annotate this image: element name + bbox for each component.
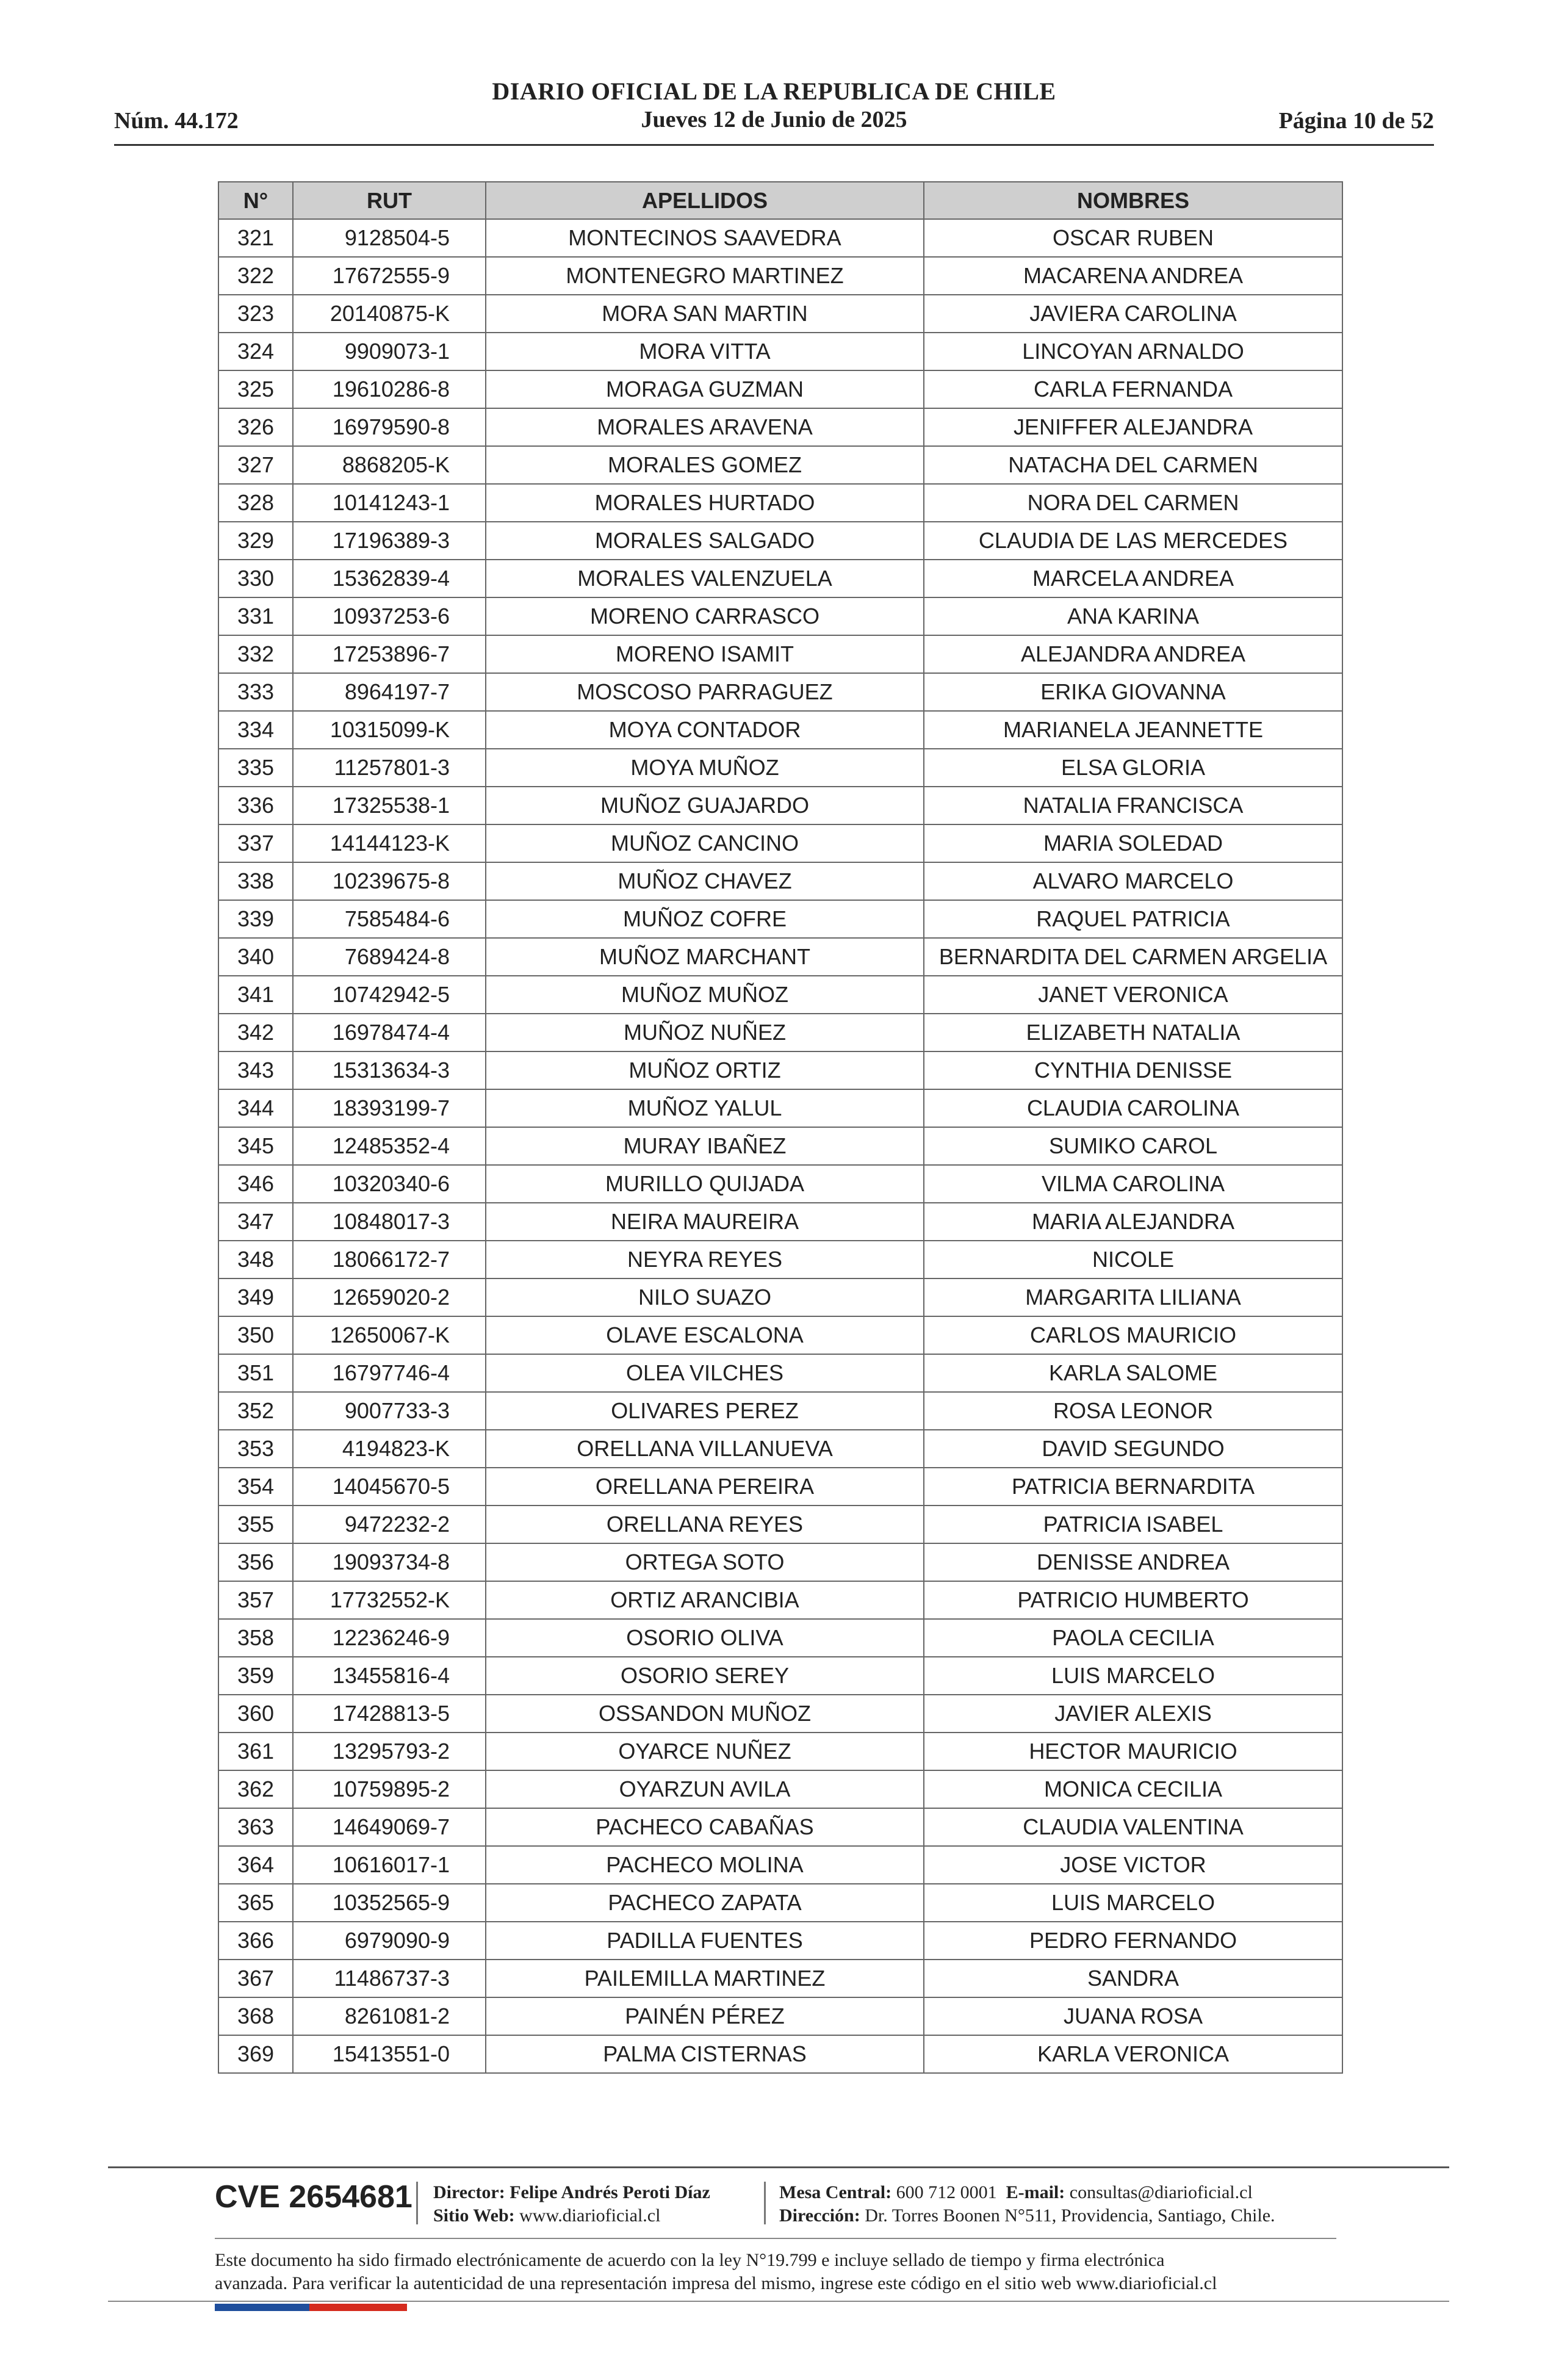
cell-nombres: SUMIKO CAROL <box>924 1127 1342 1165</box>
cell-number: 359 <box>218 1657 293 1695</box>
cell-rut: 13455816-4 <box>293 1657 486 1695</box>
director-label: Director: <box>433 2182 505 2202</box>
cell-rut: 10848017-3 <box>293 1203 486 1241</box>
cell-nombres: ERIKA GIOVANNA <box>924 673 1342 711</box>
cell-rut: 11257801-3 <box>293 749 486 787</box>
cell-rut: 18393199-7 <box>293 1089 486 1127</box>
table-row <box>218 2035 1342 2073</box>
cell-nombres: CARLOS MAURICIO <box>924 1316 1342 1354</box>
newspaper-title: DIARIO OFICIAL DE LA REPUBLICA DE CHILE <box>492 78 1056 105</box>
cell-rut: 8868205-K <box>293 446 486 484</box>
cell-apellidos: MOYA CONTADOR <box>486 711 924 749</box>
cell-apellidos: OSORIO SEREY <box>486 1657 924 1695</box>
table-row <box>218 1316 1342 1354</box>
website-link[interactable]: www.diarioficial.cl <box>519 2205 661 2226</box>
cell-nombres: JUANA ROSA <box>924 1997 1342 2035</box>
page-number: Página 10 de 52 <box>1278 108 1434 134</box>
cell-number: 327 <box>218 446 293 484</box>
cell-apellidos: PACHECO CABAÑAS <box>486 1808 924 1846</box>
cell-nombres: ANA KARINA <box>924 597 1342 635</box>
cell-nombres: MARGARITA LILIANA <box>924 1278 1342 1316</box>
cell-apellidos: OSSANDON MUÑOZ <box>486 1695 924 1733</box>
cell-number: 362 <box>218 1770 293 1808</box>
cve-code: CVE 2654681 <box>215 2179 412 2215</box>
cell-number: 367 <box>218 1960 293 1997</box>
cell-rut: 12485352-4 <box>293 1127 486 1165</box>
cell-rut: 18066172-7 <box>293 1241 486 1278</box>
table-row <box>218 257 1342 295</box>
table-row <box>218 295 1342 333</box>
cell-rut: 9909073-1 <box>293 333 486 370</box>
cell-nombres: OSCAR RUBEN <box>924 219 1342 257</box>
table-row <box>218 1430 1342 1468</box>
column-header-rut: RUT <box>293 182 486 219</box>
cell-apellidos: PALMA CISTERNAS <box>486 2035 924 2073</box>
table-row <box>218 711 1342 749</box>
cell-apellidos: OLIVARES PEREZ <box>486 1392 924 1430</box>
cell-rut: 7689424-8 <box>293 938 486 976</box>
cell-rut: 12236246-9 <box>293 1619 486 1657</box>
cell-number: 355 <box>218 1506 293 1543</box>
cell-number: 336 <box>218 787 293 824</box>
column-header-nombres: NOMBRES <box>924 182 1342 219</box>
cell-rut: 17428813-5 <box>293 1695 486 1733</box>
cell-apellidos: MURAY IBAÑEZ <box>486 1127 924 1165</box>
cell-number: 325 <box>218 370 293 408</box>
cell-number: 366 <box>218 1922 293 1960</box>
cell-nombres: PATRICIA ISABEL <box>924 1506 1342 1543</box>
cell-nombres: CLAUDIA DE LAS MERCEDES <box>924 522 1342 560</box>
cell-number: 329 <box>218 522 293 560</box>
table-row <box>218 1808 1342 1846</box>
flag-stripe-blue <box>215 2304 309 2311</box>
table-row <box>218 408 1342 446</box>
cell-nombres: KARLA SALOME <box>924 1354 1342 1392</box>
cell-number: 321 <box>218 219 293 257</box>
cell-nombres: MARIANELA JEANNETTE <box>924 711 1342 749</box>
cell-nombres: NATACHA DEL CARMEN <box>924 446 1342 484</box>
cell-apellidos: PAILEMILLA MARTINEZ <box>486 1960 924 1997</box>
cell-rut: 10616017-1 <box>293 1846 486 1884</box>
address-value: Dr. Torres Boonen N°511, Providencia, Santiago, Chile. <box>865 2205 1275 2226</box>
footer-separator <box>416 2182 418 2224</box>
footer-divider-bottom <box>108 2301 1449 2302</box>
cell-number: 345 <box>218 1127 293 1165</box>
cell-number: 339 <box>218 900 293 938</box>
cell-number: 332 <box>218 635 293 673</box>
column-header-number: N° <box>218 182 293 219</box>
website-label: Sitio Web: <box>433 2205 515 2226</box>
table-row <box>218 1241 1342 1278</box>
table-row <box>218 976 1342 1014</box>
cell-number: 342 <box>218 1014 293 1051</box>
table-header-row <box>218 182 1342 219</box>
cell-apellidos: MUÑOZ NUÑEZ <box>486 1014 924 1051</box>
cell-nombres: JANET VERONICA <box>924 976 1342 1014</box>
cell-apellidos: PACHECO MOLINA <box>486 1846 924 1884</box>
cell-apellidos: OYARZUN AVILA <box>486 1770 924 1808</box>
cell-rut: 17253896-7 <box>293 635 486 673</box>
cell-apellidos: MUÑOZ GUAJARDO <box>486 787 924 824</box>
cell-rut: 10352565-9 <box>293 1884 486 1922</box>
table-row <box>218 1278 1342 1316</box>
cell-number: 352 <box>218 1392 293 1430</box>
cell-apellidos: MORENO CARRASCO <box>486 597 924 635</box>
cell-apellidos: MUÑOZ CHAVEZ <box>486 862 924 900</box>
cell-apellidos: MORAGA GUZMAN <box>486 370 924 408</box>
cell-apellidos: MUÑOZ ORTIZ <box>486 1051 924 1089</box>
legal-line: avanzada. Para verificar la autenticidad de una representación impresa del mismo, ingrese este código en el sitio web www.diarioficial.cl <box>215 2273 1217 2293</box>
table-row <box>218 862 1342 900</box>
cell-number: 331 <box>218 597 293 635</box>
table-row <box>218 787 1342 824</box>
cell-rut: 17196389-3 <box>293 522 486 560</box>
cell-number: 349 <box>218 1278 293 1316</box>
cell-apellidos: MUÑOZ MARCHANT <box>486 938 924 976</box>
legal-notice <box>215 2249 1374 2295</box>
cell-number: 328 <box>218 484 293 522</box>
cell-number: 354 <box>218 1468 293 1506</box>
cell-apellidos: ORTEGA SOTO <box>486 1543 924 1581</box>
cell-nombres: SANDRA <box>924 1960 1342 1997</box>
director-info <box>433 2181 710 2227</box>
cell-nombres: ALEJANDRA ANDREA <box>924 635 1342 673</box>
table-row <box>218 938 1342 976</box>
cell-number: 368 <box>218 1997 293 2035</box>
cell-apellidos: OYARCE NUÑEZ <box>486 1733 924 1770</box>
table-row <box>218 1543 1342 1581</box>
table-row <box>218 1733 1342 1770</box>
column-header-apellidos: APELLIDOS <box>486 182 924 219</box>
cell-rut: 10742942-5 <box>293 976 486 1014</box>
cell-number: 348 <box>218 1241 293 1278</box>
cell-number: 337 <box>218 824 293 862</box>
cell-nombres: VILMA CAROLINA <box>924 1165 1342 1203</box>
address-label: Dirección: <box>779 2205 860 2226</box>
table-row <box>218 219 1342 257</box>
table-row <box>218 1468 1342 1506</box>
cell-rut: 10315099-K <box>293 711 486 749</box>
cell-rut: 16797746-4 <box>293 1354 486 1392</box>
table-row <box>218 749 1342 787</box>
table-body <box>218 219 1342 2073</box>
table-row <box>218 635 1342 673</box>
cell-rut: 9128504-5 <box>293 219 486 257</box>
cell-apellidos: MORA SAN MARTIN <box>486 295 924 333</box>
cell-rut: 17325538-1 <box>293 787 486 824</box>
cell-rut: 6979090-9 <box>293 1922 486 1960</box>
cell-apellidos: ORELLANA REYES <box>486 1506 924 1543</box>
cell-rut: 7585484-6 <box>293 900 486 938</box>
contact-info <box>779 2181 1275 2227</box>
cell-rut: 4194823-K <box>293 1430 486 1468</box>
table-row <box>218 1695 1342 1733</box>
flag-stripe-red <box>309 2304 407 2311</box>
cell-number: 360 <box>218 1695 293 1733</box>
table-row <box>218 1165 1342 1203</box>
cell-rut: 14045670-5 <box>293 1468 486 1506</box>
cell-number: 324 <box>218 333 293 370</box>
cell-rut: 15313634-3 <box>293 1051 486 1089</box>
table-row <box>218 673 1342 711</box>
cell-rut: 20140875-K <box>293 295 486 333</box>
cell-number: 335 <box>218 749 293 787</box>
cell-nombres: PAOLA CECILIA <box>924 1619 1342 1657</box>
cell-nombres: PATRICIO HUMBERTO <box>924 1581 1342 1619</box>
table-row <box>218 1770 1342 1808</box>
cell-nombres: ELIZABETH NATALIA <box>924 1014 1342 1051</box>
cell-apellidos: NILO SUAZO <box>486 1278 924 1316</box>
table-row <box>218 1922 1342 1960</box>
email-link[interactable]: consultas@diarioficial.cl <box>1069 2182 1253 2202</box>
cell-number: 323 <box>218 295 293 333</box>
cell-number: 343 <box>218 1051 293 1089</box>
cell-apellidos: PADILLA FUENTES <box>486 1922 924 1960</box>
cell-nombres: MARIA SOLEDAD <box>924 824 1342 862</box>
footer-divider-top <box>108 2166 1449 2168</box>
cell-number: 364 <box>218 1846 293 1884</box>
cell-apellidos: MORALES ARAVENA <box>486 408 924 446</box>
cell-nombres: MACARENA ANDREA <box>924 257 1342 295</box>
cell-nombres: NATALIA FRANCISCA <box>924 787 1342 824</box>
cell-number: 334 <box>218 711 293 749</box>
cell-rut: 15413551-0 <box>293 2035 486 2073</box>
cell-rut: 17732552-K <box>293 1581 486 1619</box>
cell-apellidos: MUÑOZ COFRE <box>486 900 924 938</box>
appointees-table <box>218 181 1343 2074</box>
cell-number: 330 <box>218 560 293 597</box>
cell-nombres: RAQUEL PATRICIA <box>924 900 1342 938</box>
cell-rut: 11486737-3 <box>293 1960 486 1997</box>
table-row <box>218 1846 1342 1884</box>
table-row <box>218 522 1342 560</box>
director-name: Felipe Andrés Peroti Díaz <box>510 2182 710 2202</box>
cell-rut: 12659020-2 <box>293 1278 486 1316</box>
cell-number: 356 <box>218 1543 293 1581</box>
cell-number: 326 <box>218 408 293 446</box>
table-row <box>218 484 1342 522</box>
table-row <box>218 1997 1342 2035</box>
cell-number: 361 <box>218 1733 293 1770</box>
mesa-phone: 600 712 0001 <box>896 2182 997 2202</box>
cell-apellidos: MOYA MUÑOZ <box>486 749 924 787</box>
cell-apellidos: MOSCOSO PARRAGUEZ <box>486 673 924 711</box>
cell-nombres: MONICA CECILIA <box>924 1770 1342 1808</box>
table-row <box>218 1884 1342 1922</box>
cell-number: 322 <box>218 257 293 295</box>
cell-nombres: CYNTHIA DENISSE <box>924 1051 1342 1089</box>
table-row <box>218 597 1342 635</box>
table-row <box>218 1657 1342 1695</box>
cell-nombres: PEDRO FERNANDO <box>924 1922 1342 1960</box>
table-row <box>218 333 1342 370</box>
footer-divider <box>215 2238 1336 2239</box>
cell-rut: 8261081-2 <box>293 1997 486 2035</box>
cell-number: 353 <box>218 1430 293 1468</box>
cell-apellidos: ORELLANA VILLANUEVA <box>486 1430 924 1468</box>
cell-nombres: DENISSE ANDREA <box>924 1543 1342 1581</box>
cell-rut: 10239675-8 <box>293 862 486 900</box>
cell-number: 333 <box>218 673 293 711</box>
cell-number: 351 <box>218 1354 293 1392</box>
cell-rut: 10320340-6 <box>293 1165 486 1203</box>
cell-number: 358 <box>218 1619 293 1657</box>
cell-nombres: ROSA LEONOR <box>924 1392 1342 1430</box>
cell-number: 347 <box>218 1203 293 1241</box>
cell-nombres: ELSA GLORIA <box>924 749 1342 787</box>
cell-rut: 9472232-2 <box>293 1506 486 1543</box>
cell-rut: 8964197-7 <box>293 673 486 711</box>
table-row <box>218 1127 1342 1165</box>
cell-nombres: JAVIER ALEXIS <box>924 1695 1342 1733</box>
cell-nombres: NICOLE <box>924 1241 1342 1278</box>
cell-apellidos: MUÑOZ MUÑOZ <box>486 976 924 1014</box>
cell-nombres: JOSE VICTOR <box>924 1846 1342 1884</box>
cell-number: 363 <box>218 1808 293 1846</box>
cell-rut: 16978474-4 <box>293 1014 486 1051</box>
cell-apellidos: MORALES GOMEZ <box>486 446 924 484</box>
table-row <box>218 1354 1342 1392</box>
cell-nombres: CLAUDIA CAROLINA <box>924 1089 1342 1127</box>
cell-nombres: HECTOR MAURICIO <box>924 1733 1342 1770</box>
cell-apellidos: PACHECO ZAPATA <box>486 1884 924 1922</box>
cell-apellidos: NEYRA REYES <box>486 1241 924 1278</box>
mesa-label: Mesa Central: <box>779 2182 892 2202</box>
table-row <box>218 1014 1342 1051</box>
cell-nombres: PATRICIA BERNARDITA <box>924 1468 1342 1506</box>
cell-number: 357 <box>218 1581 293 1619</box>
cell-rut: 10759895-2 <box>293 1770 486 1808</box>
cell-number: 341 <box>218 976 293 1014</box>
table-row <box>218 824 1342 862</box>
issue-date: Jueves 12 de Junio de 2025 <box>641 107 907 132</box>
cell-rut: 10141243-1 <box>293 484 486 522</box>
legal-line: Este documento ha sido firmado electrónicamente de acuerdo con la ley N°19.799 e incluye sellado de tiempo y firma electrónica <box>215 2250 1165 2270</box>
cell-nombres: KARLA VERONICA <box>924 2035 1342 2073</box>
page-header <box>114 72 1434 146</box>
cell-apellidos: MONTENEGRO MARTINEZ <box>486 257 924 295</box>
cell-nombres: LINCOYAN ARNALDO <box>924 333 1342 370</box>
issue-number: Núm. 44.172 <box>114 108 239 134</box>
cell-rut: 17672555-9 <box>293 257 486 295</box>
table-row <box>218 1960 1342 1997</box>
cell-nombres: LUIS MARCELO <box>924 1657 1342 1695</box>
table-row <box>218 560 1342 597</box>
cell-apellidos: OSORIO OLIVA <box>486 1619 924 1657</box>
cell-nombres: CLAUDIA VALENTINA <box>924 1808 1342 1846</box>
cell-nombres: JAVIERA CAROLINA <box>924 295 1342 333</box>
cell-nombres: CARLA FERNANDA <box>924 370 1342 408</box>
cell-number: 369 <box>218 2035 293 2073</box>
cell-rut: 14649069-7 <box>293 1808 486 1846</box>
cell-apellidos: MORALES HURTADO <box>486 484 924 522</box>
table-row <box>218 1619 1342 1657</box>
cell-number: 346 <box>218 1165 293 1203</box>
cell-rut: 9007733-3 <box>293 1392 486 1430</box>
table-row <box>218 900 1342 938</box>
cell-rut: 19093734-8 <box>293 1543 486 1581</box>
cell-rut: 16979590-8 <box>293 408 486 446</box>
cell-apellidos: MUÑOZ YALUL <box>486 1089 924 1127</box>
cell-nombres: DAVID SEGUNDO <box>924 1430 1342 1468</box>
cell-apellidos: MORA VITTA <box>486 333 924 370</box>
table-row <box>218 1051 1342 1089</box>
table-row <box>218 1089 1342 1127</box>
email-label: E-mail: <box>1006 2182 1065 2202</box>
cell-number: 338 <box>218 862 293 900</box>
cell-apellidos: MONTECINOS SAAVEDRA <box>486 219 924 257</box>
cell-apellidos: OLAVE ESCALONA <box>486 1316 924 1354</box>
table-row <box>218 1203 1342 1241</box>
cell-number: 340 <box>218 938 293 976</box>
cell-apellidos: MORALES SALGADO <box>486 522 924 560</box>
cell-apellidos: ORELLANA PEREIRA <box>486 1468 924 1506</box>
table-row <box>218 1581 1342 1619</box>
cell-nombres: MARCELA ANDREA <box>924 560 1342 597</box>
cell-number: 350 <box>218 1316 293 1354</box>
cell-number: 344 <box>218 1089 293 1127</box>
cell-apellidos: OLEA VILCHES <box>486 1354 924 1392</box>
cell-apellidos: NEIRA MAUREIRA <box>486 1203 924 1241</box>
cell-apellidos: MURILLO QUIJADA <box>486 1165 924 1203</box>
cell-nombres: MARIA ALEJANDRA <box>924 1203 1342 1241</box>
table-row <box>218 1392 1342 1430</box>
cell-rut: 10937253-6 <box>293 597 486 635</box>
cell-nombres: NORA DEL CARMEN <box>924 484 1342 522</box>
cell-rut: 13295793-2 <box>293 1733 486 1770</box>
table-row <box>218 1506 1342 1543</box>
cell-nombres: LUIS MARCELO <box>924 1884 1342 1922</box>
cell-rut: 14144123-K <box>293 824 486 862</box>
cell-rut: 15362839-4 <box>293 560 486 597</box>
cell-rut: 12650067-K <box>293 1316 486 1354</box>
cell-nombres: BERNARDITA DEL CARMEN ARGELIA <box>924 938 1342 976</box>
cell-apellidos: MORENO ISAMIT <box>486 635 924 673</box>
cell-rut: 19610286-8 <box>293 370 486 408</box>
cell-nombres: JENIFFER ALEJANDRA <box>924 408 1342 446</box>
footer-separator <box>764 2182 766 2224</box>
table-row <box>218 370 1342 408</box>
cell-nombres: ALVARO MARCELO <box>924 862 1342 900</box>
cell-apellidos: MORALES VALENZUELA <box>486 560 924 597</box>
cell-apellidos: PAINÉN PÉREZ <box>486 1997 924 2035</box>
cell-apellidos: ORTIZ ARANCIBIA <box>486 1581 924 1619</box>
cell-number: 365 <box>218 1884 293 1922</box>
cell-apellidos: MUÑOZ CANCINO <box>486 824 924 862</box>
table-row <box>218 446 1342 484</box>
